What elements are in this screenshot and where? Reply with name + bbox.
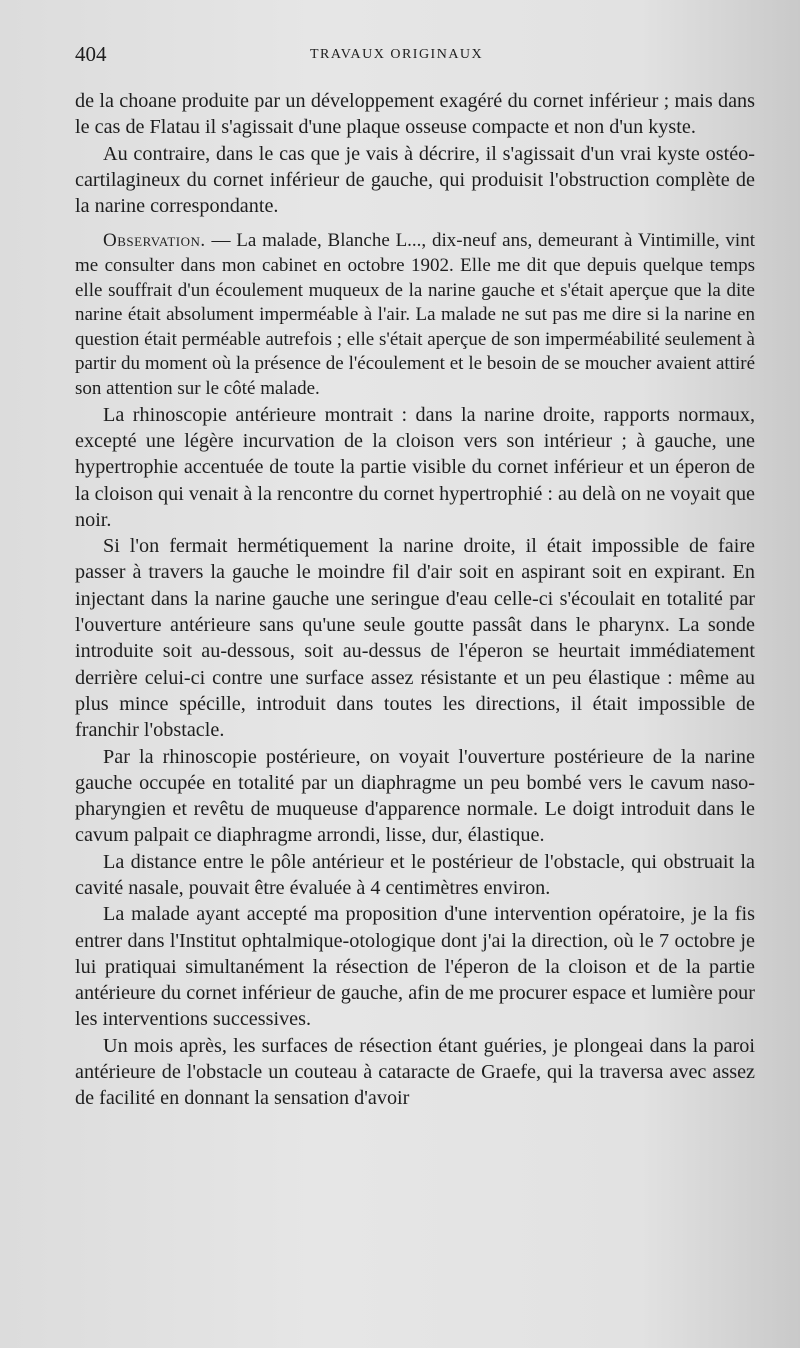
observation-text: — La malade, Blanche L..., dix-neuf ans, demeurant à Vintimille, vint me consulter dans mon cabinet en octobre 1902. Elle me dit que depuis quelque temps elle souffrait d'un écoulement muqueux de la narine gauche et s'était aperçue que la dite narine était absolument imperméable à l'air. La malade ne sut pas me dire si la narine en question était perméable autrefois ; elle s'était aperçue de son imperméabilité seulement à partir du moment où la présence de l'écoulement et le besoin de se moucher avaient attiré son attention sur le côté malade. (75, 230, 755, 400)
page-number: 404 (75, 42, 107, 66)
body-text (75, 88, 755, 1112)
observation-paragraph (75, 229, 755, 401)
paragraph-6: Par la rhinoscopie postérieure, on voyait l'ouverture postérieure de la narine gauche occupée en totalité par un diaphragme un peu bombé vers le cavum naso-pharyngien et revêtu de muqueuse d'apparence normale. Le doigt introduit dans le cavum palpait ce diaphragme arrondi, lisse, dur, élastique. (75, 745, 755, 847)
paragraph-4: La rhinoscopie antérieure montrait : dans la narine droite, rapports normaux, excepté une légère incurvation de la cloison vers son intérieur ; à gauche, une hypertrophie accentuée de toute la partie visible du cornet inférieur et un éperon de la cloison qui venait à la rencontre du cornet hypertrophié : au delà on ne voyait que noir. (75, 403, 755, 531)
paragraph-7: La distance entre le pôle antérieur et le postérieur de l'obstacle, qui obstruait la cavité nasale, pouvait être évaluée à 4 centimètres environ. (75, 850, 755, 899)
running-title: TRAVAUX ORIGINAUX (310, 47, 484, 62)
paragraph-2: Au contraire, dans le cas que je vais à décrire, il s'agissait d'un vrai kyste ostéo-cartilagineux du cornet inférieur de gauche, qui produisit l'obstruction complète de la narine correspondante. (75, 142, 755, 218)
observation-lead: Observation. (103, 230, 206, 252)
paragraph-9: Un mois après, les surfaces de résection étant guéries, je plongeai dans la paroi antérieure de l'obstacle un couteau à cataracte de Graefe, qui la traversa avec assez de facilité en donnant la sensation d'avoir (75, 1034, 755, 1110)
paragraph-8: La malade ayant accepté ma proposition d'une intervention opératoire, je la fis entrer dans l'Institut ophtalmique-otologique dont j'ai la direction, où le 7 octobre je lui pratiquai simultanément la résection de l'éperon de la cloison et de la partie antérieure du cornet inférieur de gauche, afin de me procurer espace et lumière pour les interventions successives. (75, 903, 755, 1031)
page-header (75, 42, 755, 72)
paragraph-1: de la choane produite par un développement exagéré du cornet inférieur ; mais dans le cas de Flatau il s'agissait d'une plaque osseuse compacte et non d'un kyste. (75, 90, 755, 139)
paragraph-5: Si l'on fermait hermétiquement la narine droite, il était impossible de faire passer à travers la gauche le moindre fil d'air soit en aspirant soit en expirant. En injectant dans la narine gauche une seringue d'eau celle-ci s'écoulait en totalité par l'ouverture antérieure sans qu'une seule goutte passât dans le pharynx. La sonde introduite soit au-dessous, soit au-dessus de l'éperon se heurtait immédiatement derrière celui-ci contre une surface assez résistante et un peu élastique : même au plus mince spécille, introduit dans toutes les directions, il était impossible de franchir l'obstacle. (75, 535, 755, 742)
